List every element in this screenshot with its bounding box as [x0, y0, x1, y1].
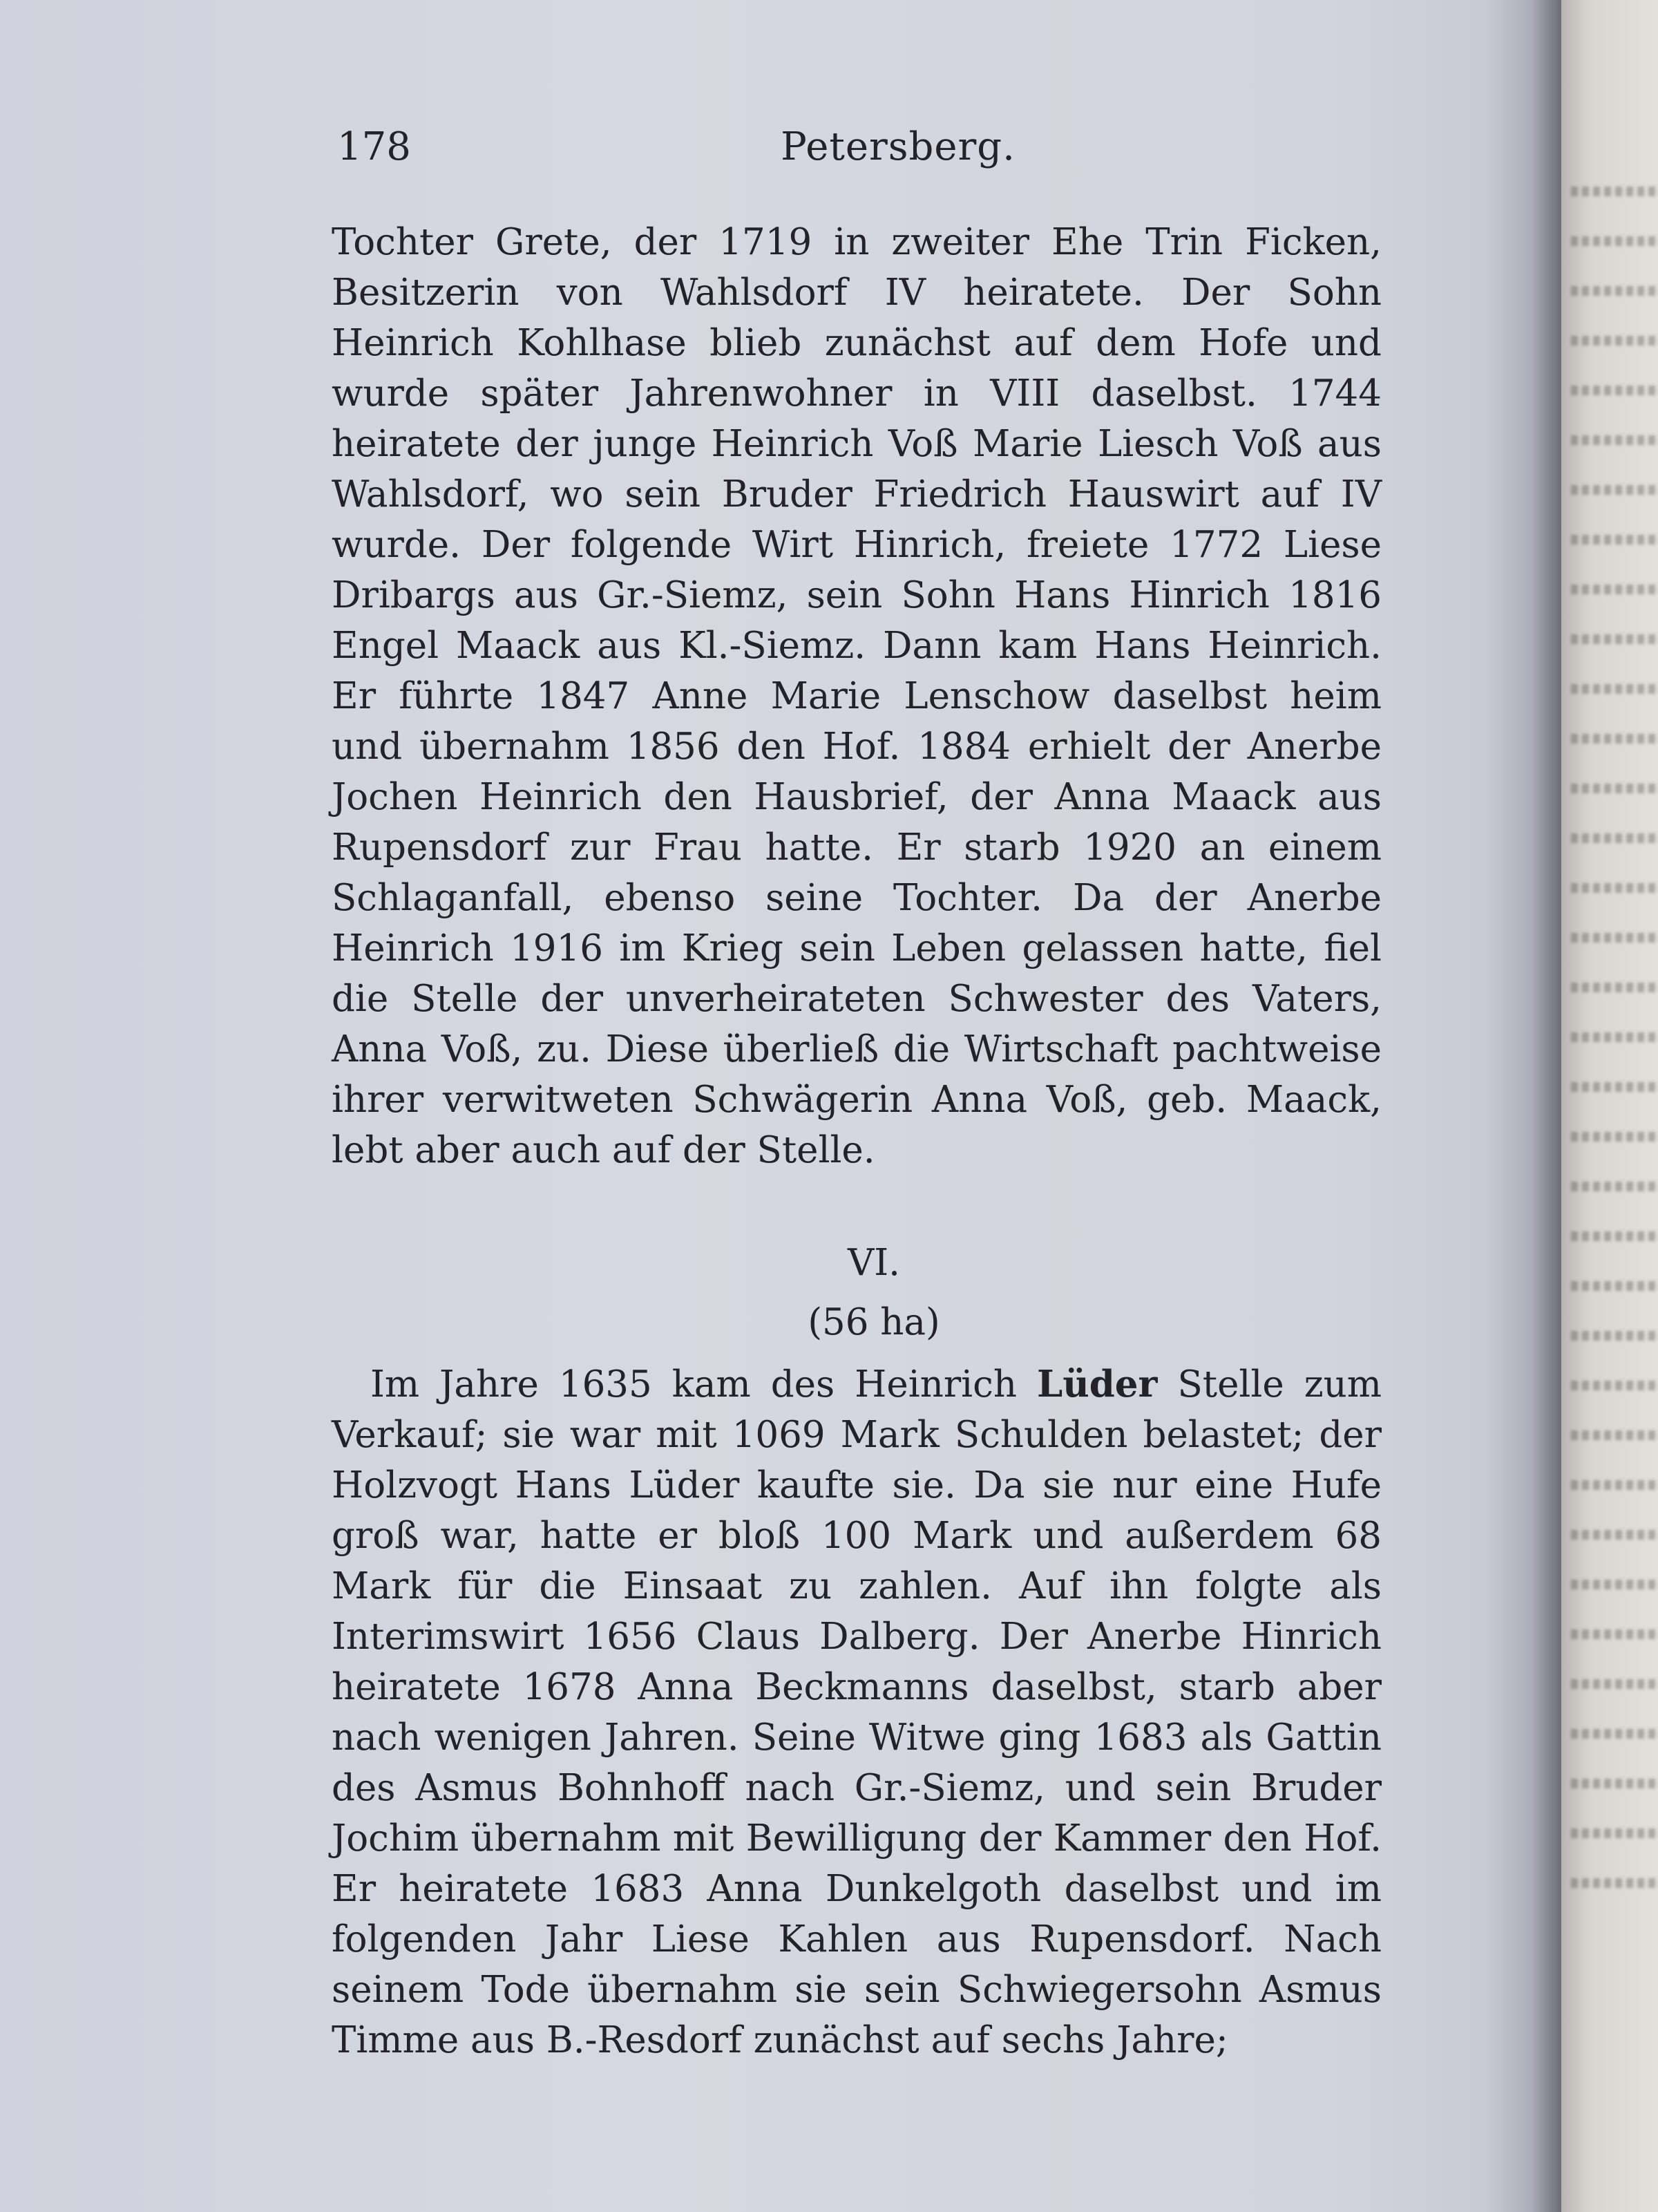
paragraph-text-rest: Stelle zum Verkauf; sie war mit 1069 Mark Schulden belastet; der Holzvogt Hans Lüder kaufte sie. Da sie nur eine Hufe groß war, hatte er bloß 100 Mark und außerdem 68 Mark für die Einsaat zu zahlen. Auf ihn folgte als Interimswirt 1656 Claus Dalberg. Der Anerbe Hinrich heiratete 1678 Anna Beckmanns daselbst, starb aber nach wenigen Jahren. Seine Witwe ging 1683 als Gattin des Asmus Bohnhoff nach Gr.-Siemz, und sein Bruder Jochim übernahm mit Bewilligung der Kammer den Hof. Er heiratete 1683 Anna Dunkelgoth daselbst und im folgenden Jahr Liese Kahlen aus Rupensdorf. Nach seinem Tode übernahm sie sein Schwiegersohn Asmus Timme aus B.-Resdorf zunächst auf sechs Jahre;	[332, 1363, 1382, 2061]
page-header	[332, 117, 1382, 200]
paragraph-text-start: Im Jahre 1635 kam des Heinrich	[370, 1363, 1037, 1406]
page-text-block	[332, 117, 1382, 2066]
section-subheading: (56 ha)	[808, 1301, 940, 1343]
paragraph-section-vi	[332, 1359, 1382, 2066]
bold-name: Lüder	[1036, 1363, 1158, 1406]
paragraph-continued: Tochter Grete, der 1719 in zweiter Ehe Trin Ficken, Besitzerin von Wahlsdorf IV heiratete. Der Sohn Heinrich Kohlhase blieb zunächst auf dem Hofe und wurde später Jahrenwohner in VIII daselbst. 1744 heiratete der junge Heinrich Voß Marie Liesch Voß aus Wahlsdorf, wo sein Bruder Friedrich Hauswirt auf IV wurde. Der folgende Wirt Hinrich, freiete 1772 Liese Dribargs aus Gr.-Siemz, sein Sohn Hans Hinrich 1816 Engel Maack aus Kl.-Siemz. Dann kam Hans Heinrich. Er führte 1847 Anne Marie Lenschow daselbst heim und übernahm 1856 den Hof. 1884 erhielt der Anerbe Jochen Heinrich den Hausbrief, der Anna Maack aus Rupensdorf zur Frau hatte. Er starb 1920 an einem Schlaganfall, ebenso seine Tochter. Da der Anerbe Heinrich 1916 im Krieg sein Leben gelassen hatte, fiel die Stelle der unverheirateten Schwester des Vaters, Anna Voß, zu. Diese überließ die Wirtschaft pachtweise ihrer verwitweten Schwägerin Anna Voß, geb. Maack, lebt aber auch auf der Stelle.	[332, 221, 1382, 1171]
adjacent-page-edge	[1561, 0, 1658, 2212]
section-heading: VI.	[847, 1242, 901, 1284]
running-head: Petersberg.	[781, 124, 1016, 169]
adjacent-page-ghost-text	[1571, 187, 1658, 1928]
binding-shadow	[1485, 0, 1561, 2212]
page-number: 178	[337, 124, 411, 169]
